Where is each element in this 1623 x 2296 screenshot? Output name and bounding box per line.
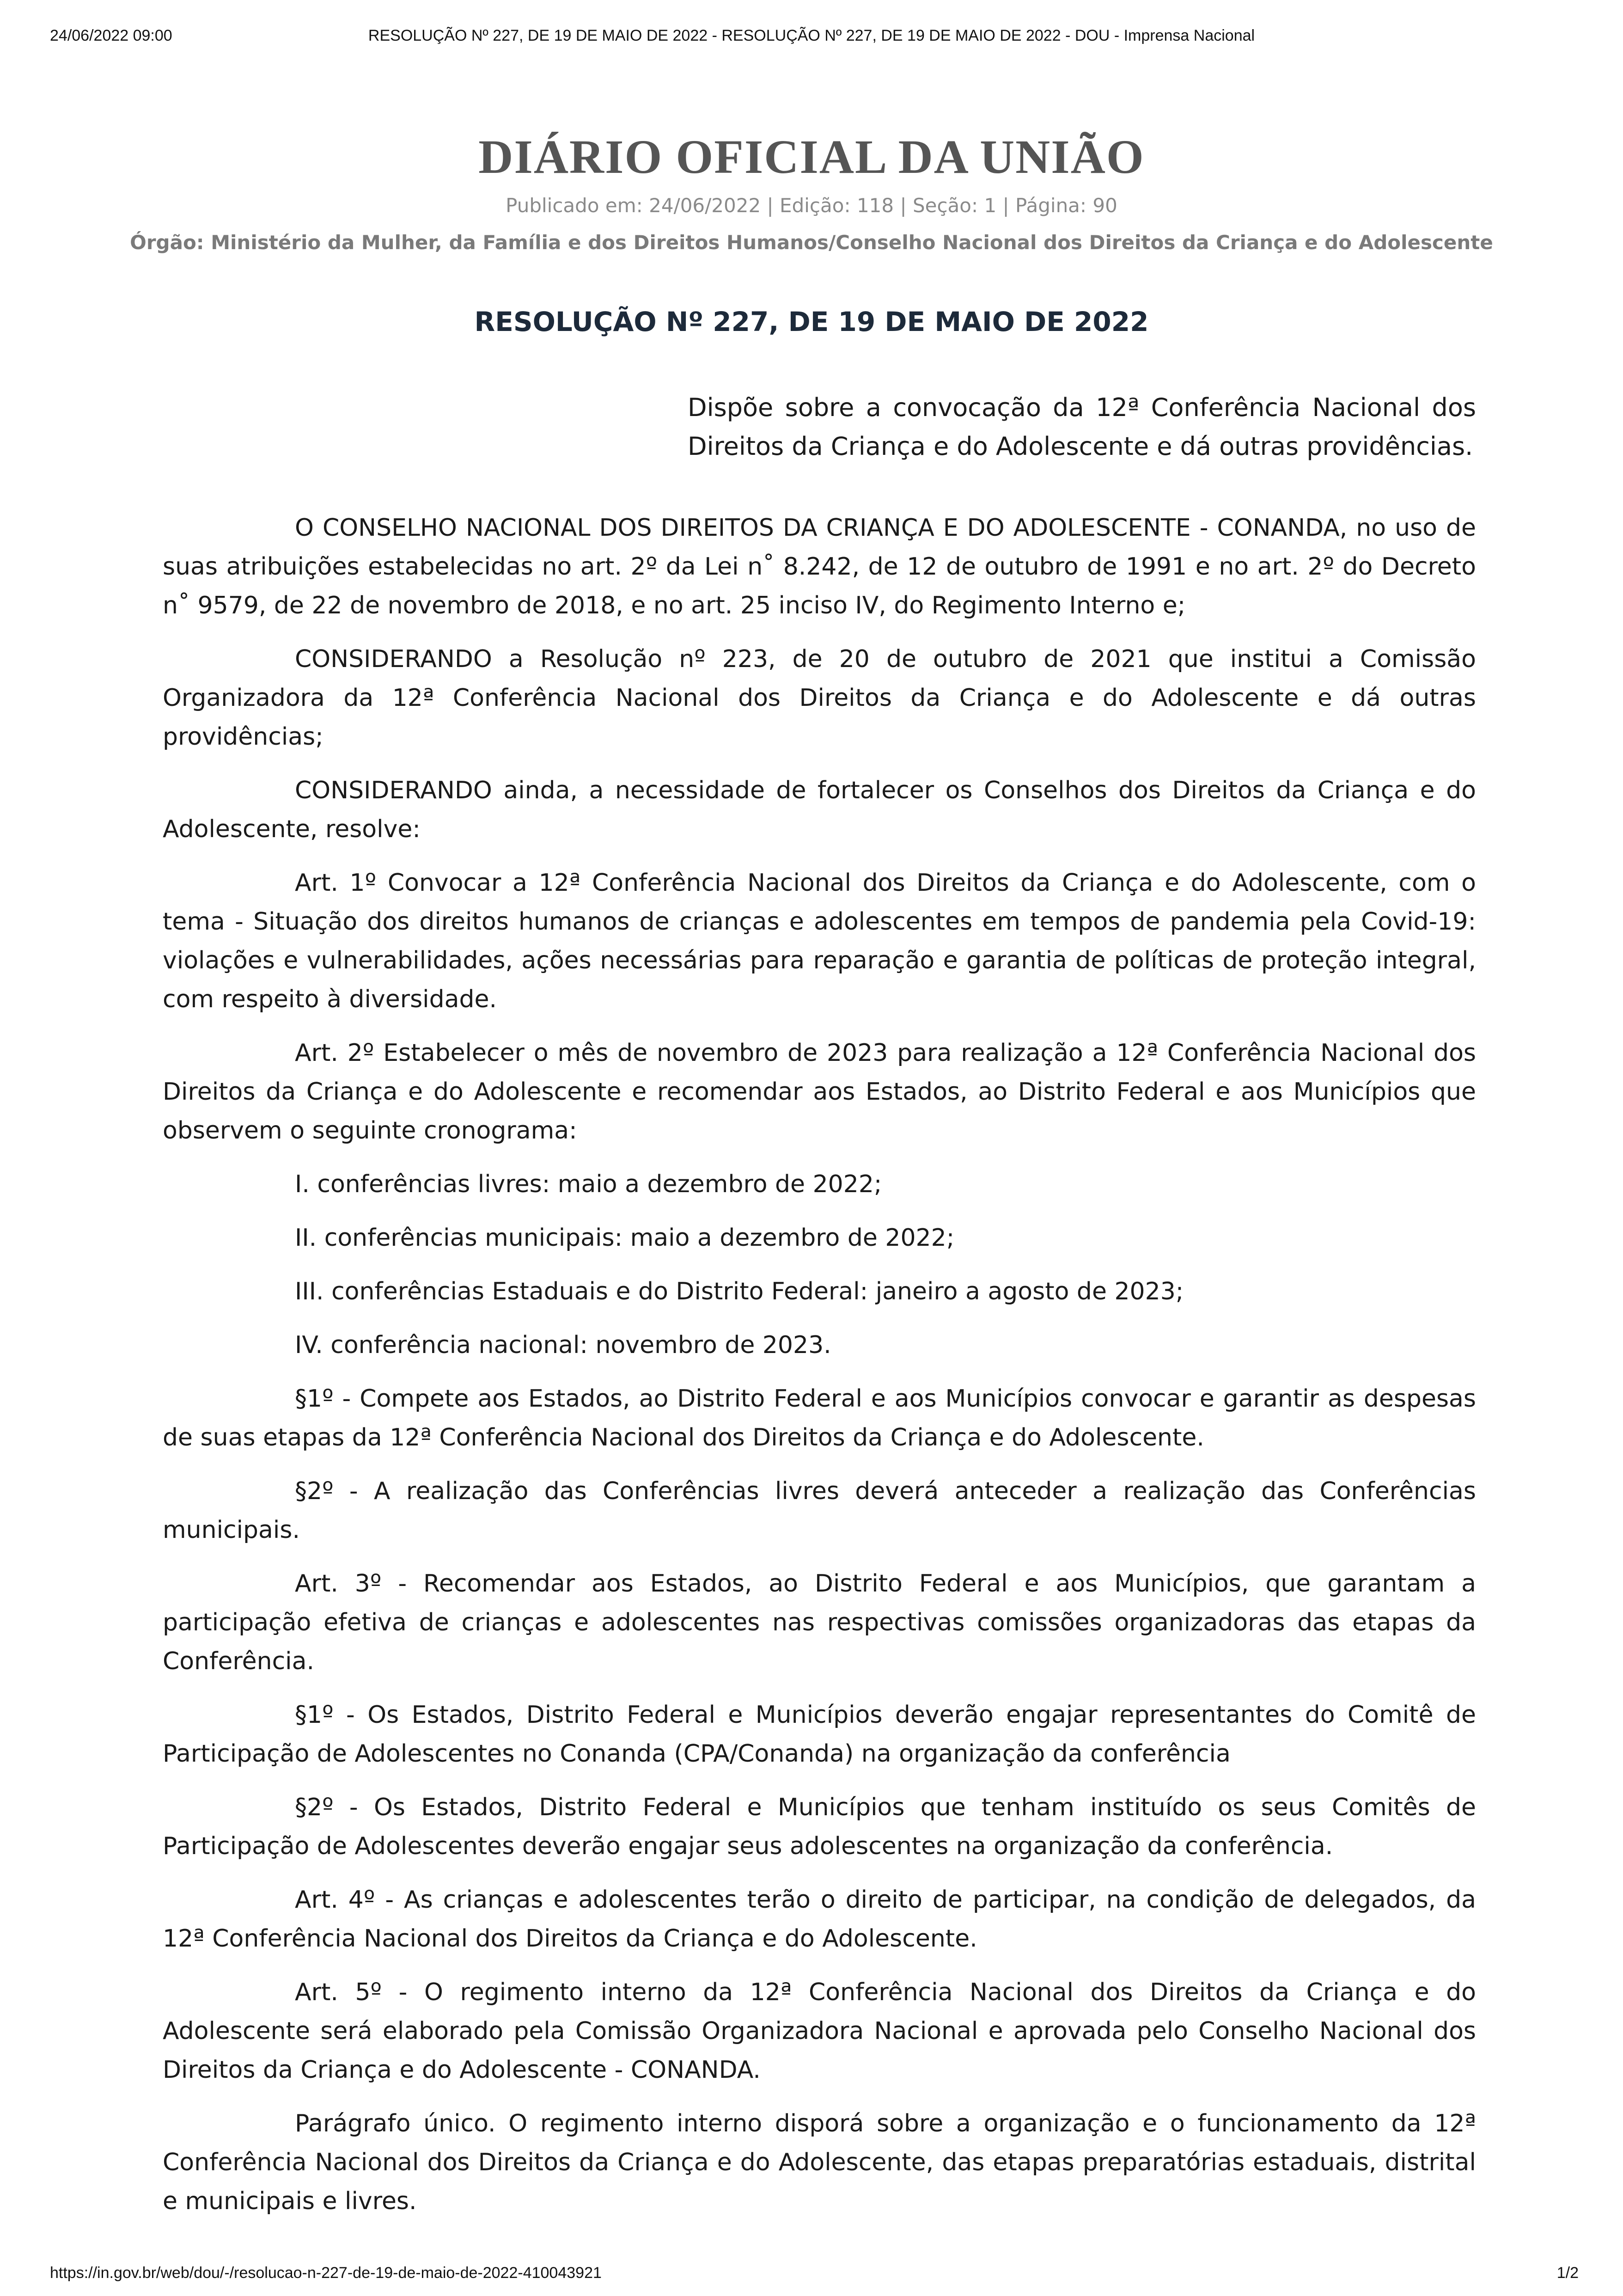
schedule-item: IV. conferência nacional: novembro de 2023. (295, 1331, 831, 1359)
journal-title: DIÁRIO OFICIAL DA UNIÃO (478, 130, 1145, 184)
article-3-paragraph-2: §2º - Os Estados, Distrito Federal e Municípios que tenham instituído os seus Comitês de Participação de Adolescentes deverão engajar seus adolescentes na organização da conferência. (163, 1794, 1476, 1860)
ementa: Dispõe sobre a convocação da 12ª Conferência Nacional dos Direitos da Criança e do Adolescente e dá outras providências. (688, 393, 1476, 461)
issuing-organ: Órgão: Ministério da Mulher, da Família e dos Direitos Humanos/Conselho Nacional dos Direitos da Criança e do Adolescente (130, 231, 1493, 254)
schedule-item: I. conferências livres: maio a dezembro de 2022; (295, 1170, 882, 1198)
preamble-paragraph: O CONSELHO NACIONAL DOS DIREITOS DA CRIANÇA E DO ADOLESCENTE - CONANDA, no uso de suas atribuições estabelecidas no art. 2º da Lei n˚ 8.242, de 12 de outubro de 1991 e no art. 2º do Decreto n˚ 9579, de 22 de novembro de 2018, e no art. 25 inciso IV, do Regimento Interno e; (163, 514, 1476, 619)
print-footer (0, 2264, 1623, 2287)
article-3: Art. 3º - Recomendar aos Estados, ao Distrito Federal e aos Municípios, que garantam a participação efetiva de crianças e adolescentes nas respectivas comissões organizadoras das etapas da Conferência. (163, 1570, 1476, 1675)
article-5: Art. 5º - O regimento interno da 12ª Conferência Nacional dos Direitos da Criança e do Adolescente será elaborado pela Comissão Organizadora Nacional e aprovada pelo Conselho Nacional dos Direitos da Criança e do Adolescente - CONANDA. (163, 1978, 1476, 2084)
publication-info: Publicado em: 24/06/2022 | Edição: 118 | Seção: 1 | Página: 90 (506, 194, 1117, 217)
article-2-paragraph-1: §1º - Compete aos Estados, ao Distrito Federal e aos Municípios convocar e garantir as despesas de suas etapas da 12ª Conferência Nacional dos Direitos da Criança e do Adolescente. (163, 1385, 1476, 1451)
article-3-paragraph-1: §1º - Os Estados, Distrito Federal e Municípios deverão engajar representantes do Comitê de Participação de Adolescentes no Conanda (CPA/Conanda) na organização da conferência (163, 1701, 1476, 1768)
document-title: RESOLUÇÃO Nº 227, DE 19 DE MAIO DE 2022 (474, 306, 1149, 337)
print-page-title: RESOLUÇÃO Nº 227, DE 19 DE MAIO DE 2022 - RESOLUÇÃO Nº 227, DE 19 DE MAIO DE 2022 - DOU - Imprensa Nacional (368, 27, 1255, 44)
document-body (163, 508, 1476, 2235)
article-2: Art. 2º Estabelecer o mês de novembro de 2023 para realização a 12ª Conferência Nacional dos Direitos da Criança e do Adolescente e recomendar aos Estados, ao Distrito Federal e aos Municípios que observem o seguinte cronograma: (163, 1039, 1476, 1145)
article-5-sole-paragraph: Parágrafo único. O regimento interno disporá sobre a organização e o funcionamento da 12ª Conferência Nacional dos Direitos da Criança e do Adolescente, das etapas preparatórias estaduais, distrital e municipais e livres. (163, 2110, 1476, 2215)
considerando-paragraph: CONSIDERANDO a Resolução nº 223, de 20 de outubro de 2021 que institui a Comissão Organizadora da 12ª Conferência Nacional dos Direitos da Criança e do Adolescente e dá outras providências; (163, 645, 1476, 751)
print-header (0, 27, 1623, 50)
schedule-item: III. conferências Estaduais e do Distrito Federal: janeiro a agosto de 2023; (295, 1278, 1184, 1305)
article-4: Art. 4º - As crianças e adolescentes terão o direito de participar, na condição de delegados, da 12ª Conferência Nacional dos Direitos da Criança e do Adolescente. (163, 1886, 1476, 1953)
print-datetime: 24/06/2022 09:00 (50, 27, 172, 44)
considerando-paragraph: CONSIDERANDO ainda, a necessidade de fortalecer os Conselhos dos Direitos da Criança e do Adolescente, resolve: (163, 777, 1476, 843)
article-2-paragraph-2: §2º - A realização das Conferências livres deverá anteceder a realização das Conferências municipais. (163, 1477, 1476, 1544)
page-number: 1/2 (1556, 2264, 1579, 2282)
page-url: https://in.gov.br/web/dou/-/resolucao-n-227-de-19-de-maio-de-2022-410043921 (50, 2264, 602, 2282)
schedule-item: II. conferências municipais: maio a dezembro de 2022; (295, 1224, 955, 1252)
article-1: Art. 1º Convocar a 12ª Conferência Nacional dos Direitos da Criança e do Adolescente, com o tema - Situação dos direitos humanos de crianças e adolescentes em tempos de pandemia pela Covid-19: violações e vulnerabilidades, ações necessárias para reparação e garantia de políticas de proteção integral, com respeito à diversidade. (163, 869, 1476, 1013)
